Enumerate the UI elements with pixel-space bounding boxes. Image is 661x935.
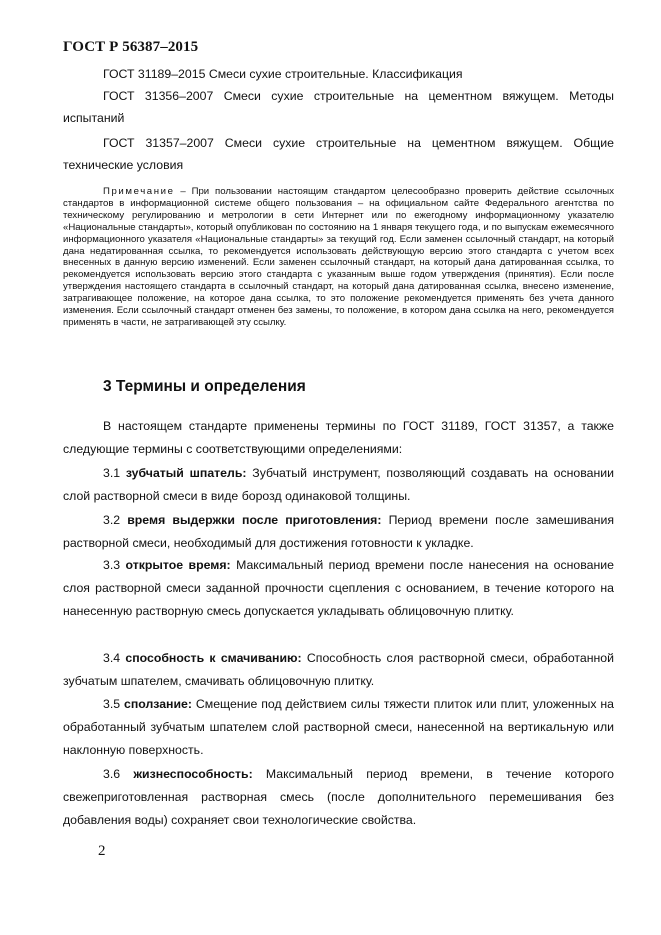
section-title: 3 Термины и определения (103, 378, 306, 395)
reference-gost-31356: ГОСТ 31356–2007 Смеси сухие строительные на цементном вяжущем. Методы испытаний (63, 89, 614, 125)
note-text: – При пользовании настоящим стандартом целесообразно проверить действие ссылочных стандартов в информационной системе общего пользования – на официальном сайте Федерального агентства по техническому регулированию и метрологии в сети Интернет или по ежегодному информационному указателю «Национальные стандарты», который опубликован по состоянию на 1 января текущего года, и по выпускам ежемесячного информационного указателя «Национальные стандарты» за текущий год. Если заменен ссылочный стандарт, на который дана недатированная ссылка, то рекомендуется использовать действующую версию этого стандарта с учетом всех внесенных в данную версию изменений. Если заменен ссылочный стандарт, на который дана датированная ссылка, то рекомендуется использовать версию этого стандарта с указанным выше годом утверждения (принятия). Если после утверждения настоящего стандарта в ссылочный стандарт, на который дана датированная ссылка, внесено изменение, затрагивающее положение, на которое дана ссылка, то это положение рекомендуется применять без учета данного изменения. Если ссылочный стандарт отменен без замены, то положение, в котором дана ссылка на него, рекомендуется применять в части, не затрагивающей эту ссылку. (63, 186, 614, 328)
term-definition: Зубчатый инструмент, позволяющий создавать на основании слой растворной смеси в виде борозд одинаковой толщины. (63, 466, 614, 503)
note-paragraph (63, 186, 614, 329)
term-number: 3.1 (103, 466, 126, 480)
term-name: открытое время: (125, 558, 231, 572)
term-3-5 (63, 693, 614, 762)
term-definition: Смещение под действием силы тяжести плиток или плит, уложенных на обработанный зубчатым шпателем слой растворной смеси, нанесенной на вертикальную или наклонную поверхность. (63, 697, 614, 757)
term-number: 3.4 (103, 651, 126, 665)
term-3-6 (63, 763, 614, 832)
term-number: 3.3 (103, 558, 126, 572)
term-definition: Способность слоя растворной смеси, обработанной зубчатым шпателем, смачивать облицовочную плитку. (63, 651, 615, 688)
term-number: 3.6 (103, 767, 134, 781)
reference-gost-31189: ГОСТ 31189–2015 Смеси сухие строительные. Классификация (103, 67, 463, 81)
term-3-4 (63, 647, 614, 693)
term-3-1 (63, 462, 614, 508)
term-definition: Период времени после замешивания растворной смеси, необходимый для достижения готовности к укладке. (63, 513, 614, 550)
section-intro: В настоящем стандарте применены термины по ГОСТ 31189, ГОСТ 31357, а также следующие термины с соответствующими определениями: (63, 419, 614, 456)
term-3-3 (63, 554, 614, 623)
document-code-header: ГОСТ Р 56387–2015 (63, 39, 199, 55)
note-label: Примечание (103, 186, 175, 197)
term-number: 3.5 (103, 697, 124, 711)
term-3-2 (63, 509, 614, 555)
term-definition: Максимальный период времени, в течение которого свежеприготовленная растворная смесь (после дополнительного перемешивания без добавления воды) сохраняет свои технологические свойства. (63, 767, 614, 827)
term-name: жизнеспособность: (133, 767, 253, 781)
term-name: зубчатый шпатель: (125, 466, 247, 480)
term-number: 3.2 (103, 513, 128, 527)
term-name: время выдержки после приготовления: (127, 513, 382, 527)
page-number: 2 (98, 843, 106, 859)
term-name: способность к смачиванию: (125, 651, 302, 665)
term-definition: Максимальный период времени после нанесения на основание слоя растворной смеси заданной прочности сцепления с основанием, в течение которого на нанесенную растворную смесь допускается укладывать облицовочную плитку. (63, 558, 614, 618)
term-name: сползание: (123, 697, 192, 711)
reference-gost-31357: ГОСТ 31357–2007 Смеси сухие строительные на цементном вяжущем. Общие технические условия (63, 136, 614, 172)
